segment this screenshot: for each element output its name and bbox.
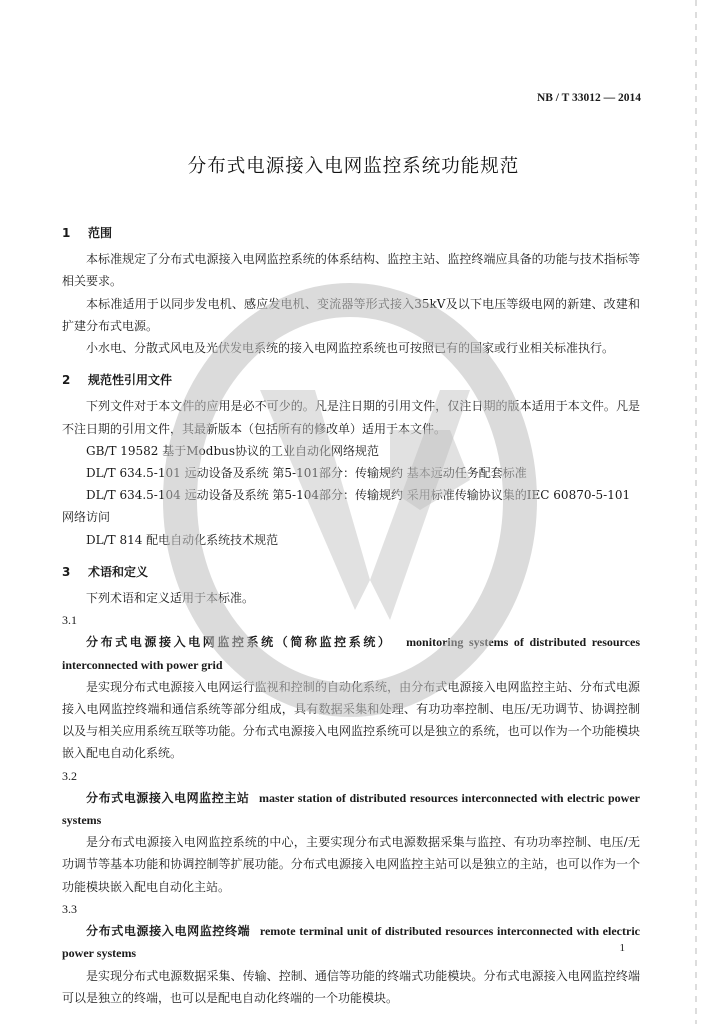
term-definition: 是实现分布式电源接入电网运行监视和控制的自动化系统，由分布式电源接入电网监控主站、分布式电源接入电网监控终端和通信系统等部分组成，具有数据采集和处理、有功功率控制、电压/无功调节、协调控制以及与相关应用系统互联等功能。分布式电源接入电网监控系统可以是独立的系统，也可以作为一个功能模块嵌入配电自动化系统。 <box>62 679 640 761</box>
term-en: monitoring systems of distributed resources interconnected with power grid <box>62 635 640 672</box>
paragraph: 小水电、分散式风电及光伏发电系统的接入电网监控系统也可按照已有的国家或行业相关标准执行。 <box>86 341 615 356</box>
clause-number: 3.2 <box>62 768 77 783</box>
document-title: 分布式电源接入电网监控系统功能规范 <box>187 156 520 177</box>
clause-number: 3.1 <box>62 613 77 628</box>
section-title: 术语和定义 <box>88 564 149 579</box>
section-title: 范围 <box>88 226 113 240</box>
section-heading-terms-definitions <box>62 561 640 583</box>
clause-number: 3.3 <box>62 901 77 916</box>
paragraph: 本标准适用于以同步发电机、感应发电机、变流器等形式接入35kV及以下电压等级电网的新建、改建和扩建分布式电源。 <box>62 296 640 333</box>
term-definition: 是分布式电源接入电网监控系统的中心，主要实现分布式电源数据采集与监控、有功功率控制、电压/无功调节等基本功能和协调控制等扩展功能。分布式电源接入电网监控主站可以是独立的主站，也可以作为一个功能模块嵌入配电自动化主站。 <box>62 835 640 894</box>
standard-code: NB / T 33012 — 2014 <box>536 92 641 104</box>
paragraph: 下列文件对于本文件的应用是必不可少的。凡是注日期的引用文件，仅注日期的版本适用于本文件。凡是不注日期的引用文件，其最新版本（包括所有的修改单）适用于本文件。 <box>62 399 640 436</box>
term-cn: 分布式电源接入电网监控系统（简称监控系统） <box>86 635 393 650</box>
section-heading-scope <box>62 222 640 244</box>
term-definition: 是实现分布式电源数据采集、传输、控制、通信等功能的终端式功能模块。分布式电源接入电网监控终端可以是独立的终端，也可以是配电自动化终端的一个功能模块。 <box>62 968 640 1005</box>
section-number: 3 <box>62 564 71 579</box>
reference-item: DL/T 634.5-104 远动设备及系统 第5-104部分：传输规约 采用标准传输协议集的IEC 60870-5-101 <box>86 488 631 503</box>
paragraph: 本标准规定了分布式电源接入电网监控系统的体系结构、监控主站、监控终端应具备的功能与技术指标等相关要求。 <box>62 252 640 289</box>
term-en: remote terminal unit of distributed resources interconnected with electric power systems <box>62 924 640 961</box>
section-title: 规范性引用文件 <box>88 373 173 388</box>
term-en: master station of distributed resources interconnected with electric power systems <box>62 790 640 828</box>
section-number: 1 <box>62 226 71 240</box>
term-cn: 分布式电源接入电网监控终端 <box>86 924 251 939</box>
reference-item-continuation: 网络访问 <box>62 510 111 525</box>
reference-item: GB/T 19582 基于Modbus协议的工业自动化网络规范 <box>86 443 380 458</box>
document-body <box>62 218 640 1009</box>
term-heading <box>62 920 640 964</box>
term-heading <box>62 787 640 831</box>
reference-item: DL/T 814 配电自动化系统技术规范 <box>86 532 279 547</box>
paragraph: 下列术语和定义适用于本标准。 <box>86 591 255 606</box>
reference-item: DL/T 634.5-101 远动设备及系统 第5-101部分：传输规约 基本远动任务配套标准 <box>86 466 527 481</box>
page-number: 1 <box>619 942 625 954</box>
term-cn: 分布式电源接入电网监控主站 <box>86 790 250 805</box>
term-heading <box>62 631 640 675</box>
section-number: 2 <box>62 373 71 388</box>
section-heading-normative-references <box>62 369 640 391</box>
